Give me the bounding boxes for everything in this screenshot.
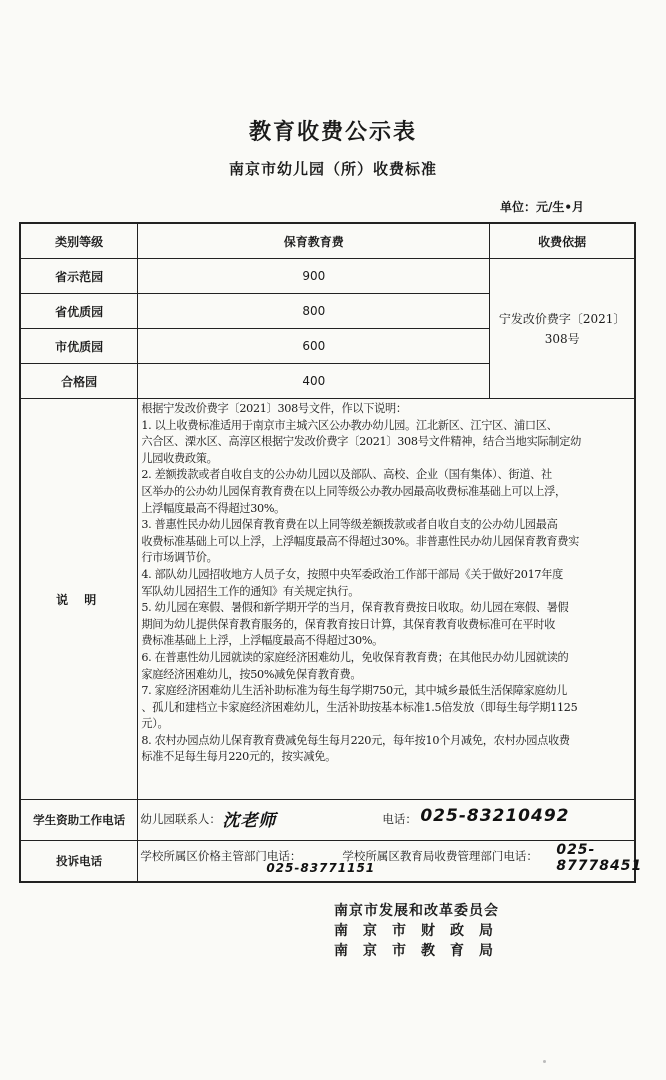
fee-cell: 600 (138, 329, 490, 364)
notes-line: 5. 幼儿园在寒假、暑假和新学期开学的当月，保育教育费按日收取。幼儿园在寒假、暑假 (141, 601, 569, 615)
notes-line: 区举办的公办幼儿园保育教育费在以上同等级公办教办园最高收费标准基础上可以上浮， (141, 484, 566, 498)
category-cell: 省优质园 (20, 294, 138, 329)
notes-line: 费标准基础上上浮，上浮幅度最高不得超过30%。 (141, 634, 384, 648)
notes-line: 期间为幼儿提供保育教育服务的，保育教育按日计算，其保育教育收费标准可在平时收 (141, 617, 556, 631)
notes-line: 4. 部队幼儿园招收地方人员子女，按照中央军委政治工作部干部局《关于做好2017年度 (141, 567, 563, 581)
contact-content (138, 800, 635, 841)
notes-line: 6. 在普惠性幼儿园就读的家庭经济困难幼儿，免收保育教育费；在其他民办幼儿园就读的 (141, 650, 569, 664)
notes-line: 、孤儿和建档立卡家庭经济困难幼儿，生活补助按基本标准1.5倍发放（即每生每学期1125 (141, 700, 578, 714)
document-title: 教育收费公示表 (248, 119, 417, 145)
complaint-label: 投诉电话 (20, 841, 138, 883)
notes-line: 家庭经济困难幼儿，按50%减免保育教育费。 (141, 667, 362, 681)
notes-line: 元）。 (141, 717, 169, 731)
scan-speck (543, 1060, 546, 1063)
complaint-row (20, 841, 635, 883)
fee-cell: 900 (138, 259, 490, 294)
issuer-drc: 南京市发展和改革委员会 (334, 903, 499, 919)
price-dept-label: 学校所属区价格主管部门电话： (140, 849, 302, 863)
notes-line: 8. 农村办园点幼儿保育教育费减免每生每月220元，每年按10个月减免，农村办园点收费 (141, 733, 570, 747)
notes-label: 说 明 (20, 399, 138, 800)
fee-cell: 800 (138, 294, 490, 329)
contact-row (20, 800, 635, 841)
notes-line: 上浮幅度最高不得超过30%。 (141, 501, 286, 515)
notes-line: 儿园收费政策。 (141, 451, 218, 465)
unit-label: 单位：元/生•月 (500, 200, 585, 214)
edu-dept-label: 学校所属区教育局收费管理部门电话： (342, 849, 538, 863)
complaint-content (138, 841, 643, 883)
fee-table (19, 222, 643, 883)
notes-line: 军队幼儿园招生工作的通知》有关规定执行。 (141, 584, 360, 598)
fee-cell: 400 (138, 364, 490, 399)
notes-line: 行市场调节价。 (141, 551, 218, 565)
notes-lines (141, 401, 630, 766)
notes-content (138, 399, 635, 800)
header-fee: 保育教育费 (138, 223, 490, 259)
notes-line: 3. 普惠性民办幼儿园保育教育费在以上同等级差额拨款或者自收自支的公办幼儿园最高 (141, 518, 558, 532)
notes-line: 2. 差额拨款或者自收自支的公办幼儿园以及部队、高校、企业（国有集体）、街道、社 (141, 468, 552, 482)
notes-row (20, 399, 635, 800)
contact-label: 学生资助工作电话 (20, 800, 138, 841)
category-cell: 省示范园 (20, 259, 138, 294)
basis-line: 308号 (544, 331, 580, 346)
category-cell: 市优质园 (20, 329, 138, 364)
document-subtitle: 南京市幼儿园（所）收费标准 (228, 160, 437, 178)
price-dept-phone: 025-83771151 (266, 861, 376, 875)
notes-line: 收费标准基础上可以上浮，上浮幅度最高不得超过30%。非普惠性民办幼儿园保育教育费实 (141, 534, 580, 548)
issuer-education: 南京市教育局 (334, 943, 508, 959)
header-basis: 收费依据 (490, 223, 635, 259)
notes-line: 根据宁发改价费字〔2021〕308号文件，作以下说明： (141, 402, 407, 415)
phone-value: 025-83210492 (420, 806, 570, 826)
edu-dept-phone: 025-87778451 (556, 842, 643, 874)
notes-line: 1. 以上收费标准适用于南京市主城六区公办教办幼儿园。江北新区、江宁区、浦口区、 (141, 418, 558, 432)
notes-line: 六合区、溧水区、高淳区根据宁发改价费字〔2021〕308号文件精神，结合当地实际制定幼 (141, 435, 582, 449)
basis-cell (490, 259, 635, 399)
issuer-finance: 南京市财政局 (334, 923, 508, 939)
category-cell: 合格园 (20, 364, 138, 399)
notes-line: 7. 家庭经济困难幼儿生活补助标准为每生每学期750元，其中城乡最低生活保障家庭幼儿 (141, 684, 568, 698)
contact-person-label: 幼儿园联系人： (140, 812, 221, 826)
table-row (20, 259, 635, 294)
header-category: 类别等级 (20, 223, 138, 259)
notes-line: 标准不足每生每月220元的，按实减免。 (141, 750, 336, 764)
phone-label: 电话： (382, 812, 417, 826)
table-header-row (20, 223, 635, 259)
basis-line: 宁发改价费字〔2021〕 (498, 311, 626, 326)
contact-person-name: 沈老师 (222, 811, 277, 831)
